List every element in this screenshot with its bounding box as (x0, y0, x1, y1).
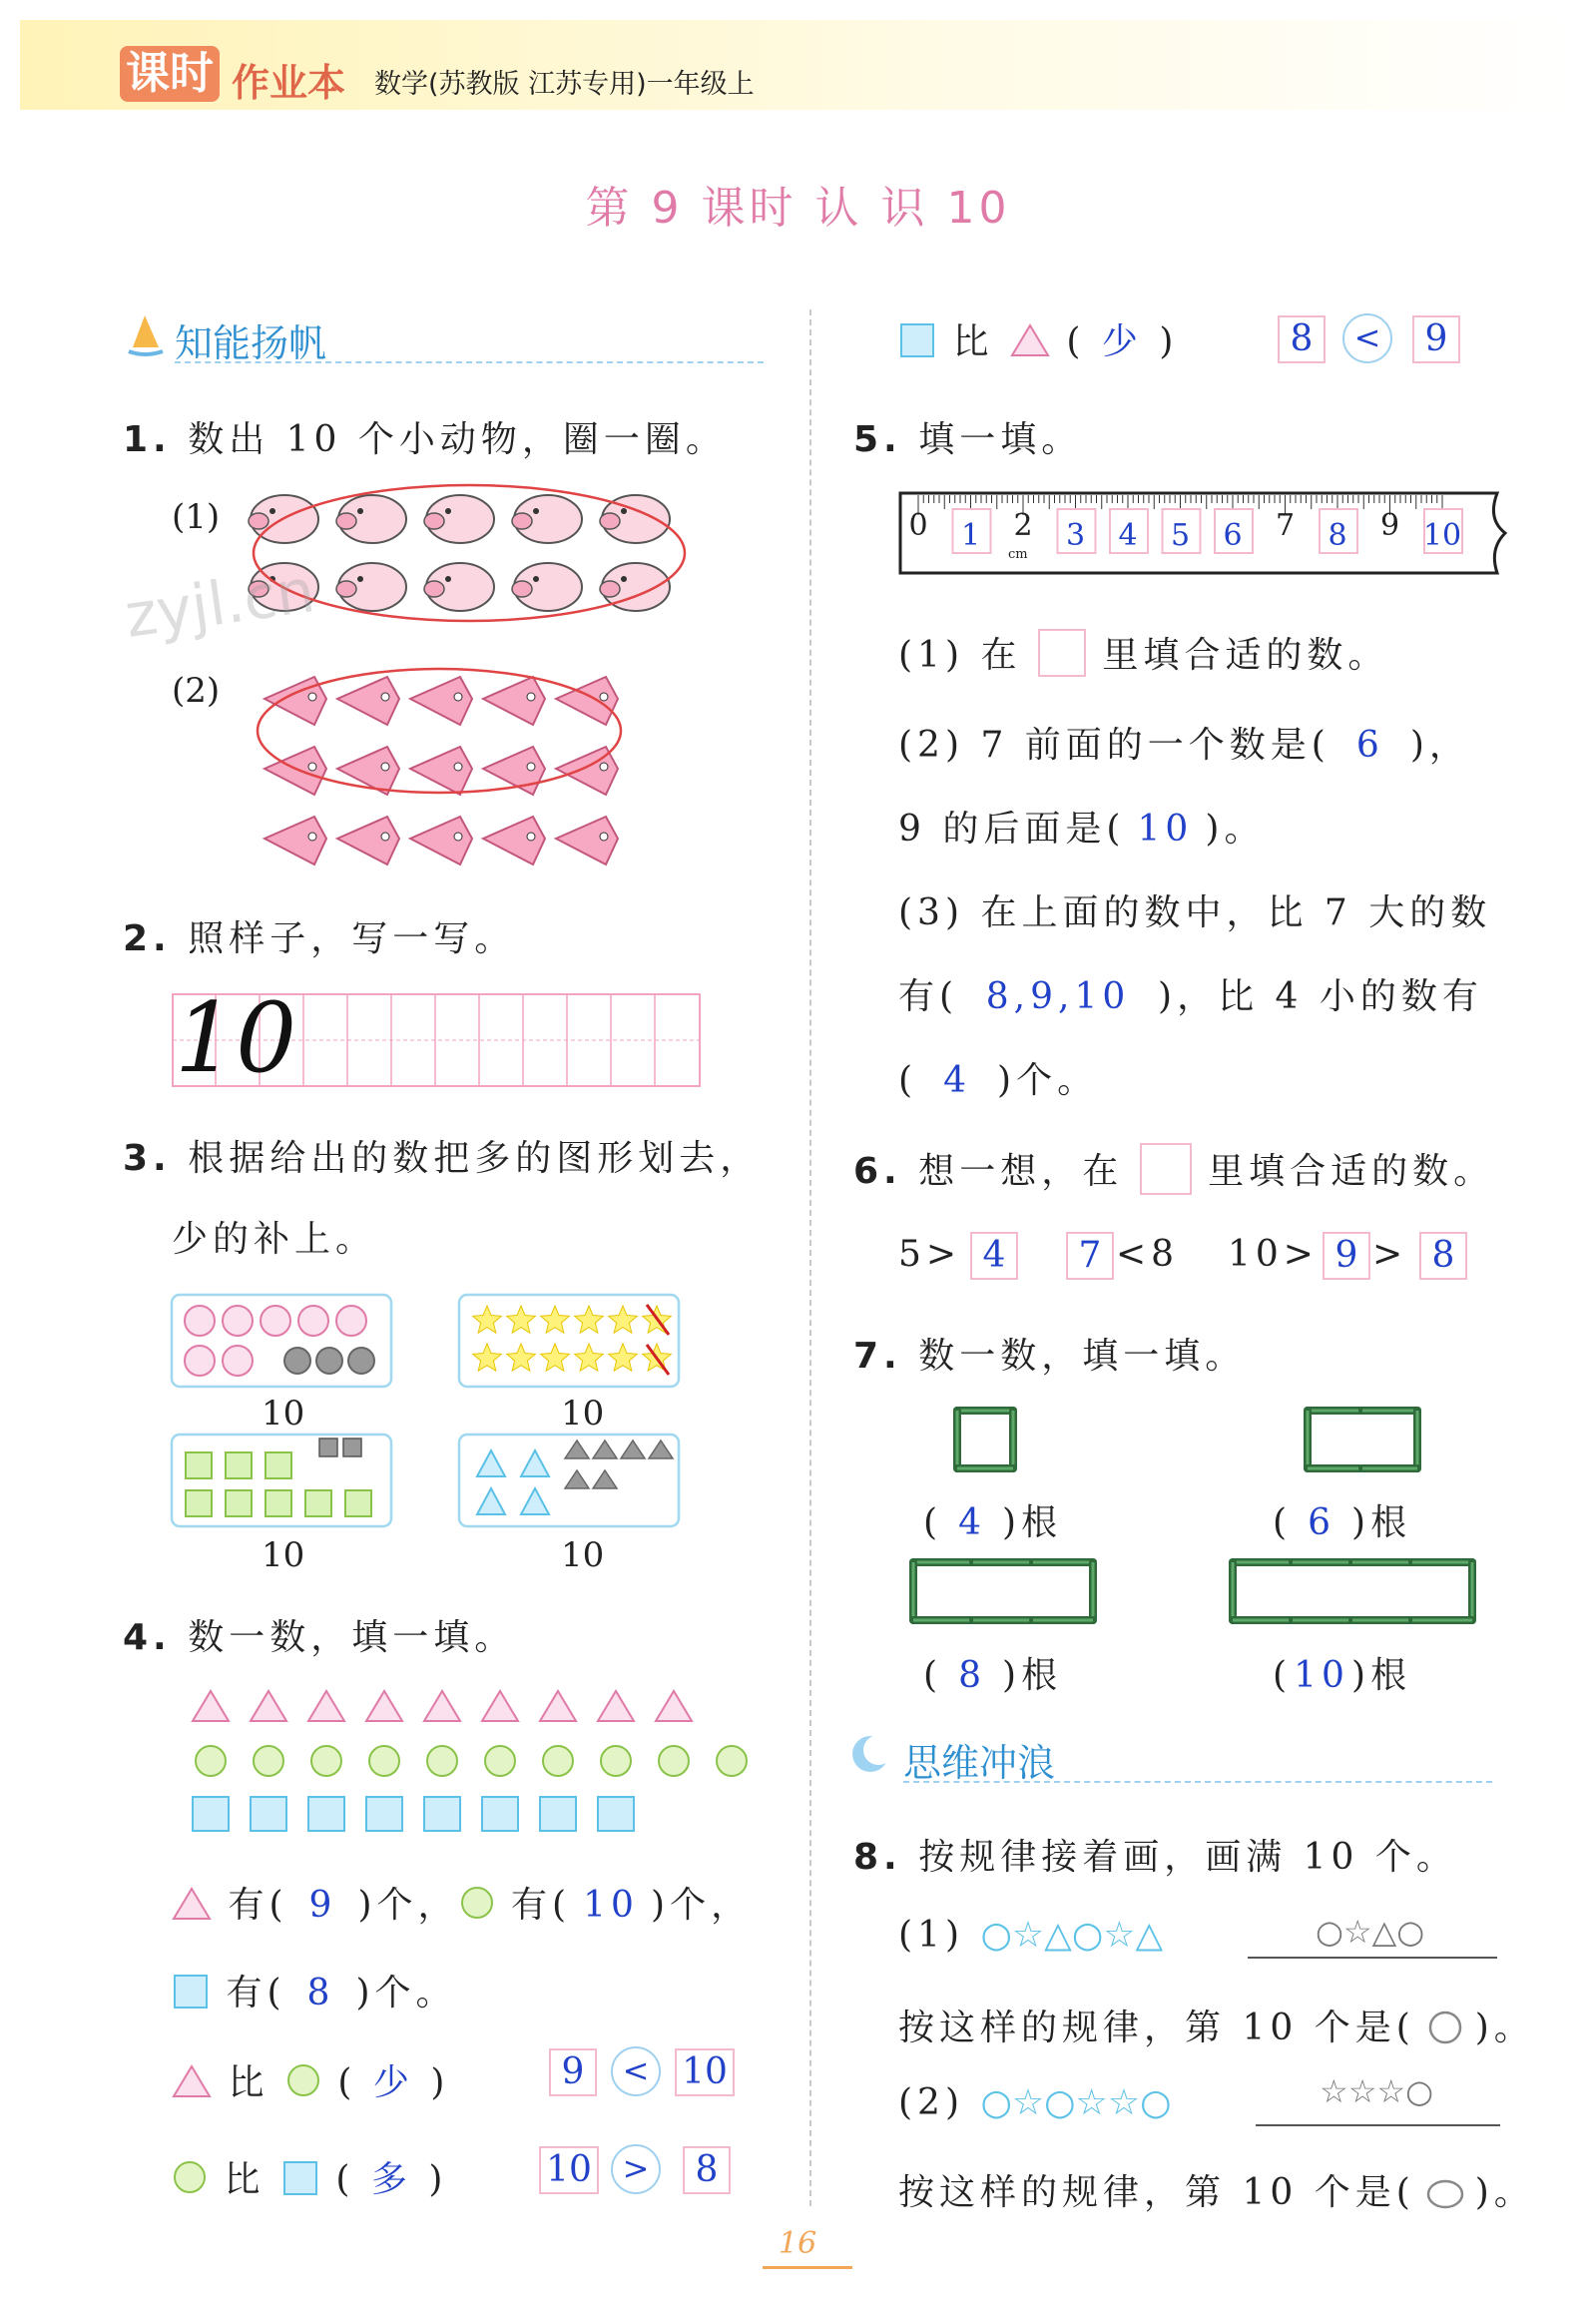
circle-shape (717, 1746, 747, 1776)
square-shape (226, 1490, 252, 1516)
q8-p2: (2) ○☆○☆☆○ (898, 2082, 1172, 2123)
q8: 8. 按规律接着画，画满 10 个。 (853, 1837, 1457, 1878)
fish-eye (381, 833, 389, 841)
q8-p1-answer: ○☆△○ (1316, 1913, 1425, 1951)
pig-eye (445, 508, 451, 514)
fish-icon (483, 817, 545, 864)
triangle-shape (366, 1691, 402, 1721)
q4-line1: 有( 9 )个， 有( 10 )个， (172, 1877, 752, 1928)
pig-snout (336, 513, 356, 529)
q4-compare2: 比 ( 多 ) (172, 2151, 447, 2202)
circle-shape (261, 1306, 290, 1336)
fish-eye (454, 763, 462, 771)
q4-line2: 有( 8 )个。 (172, 1965, 457, 2015)
compare-sign-top: < (1342, 313, 1392, 363)
fish-icon (556, 817, 618, 864)
section-icon-sail (125, 311, 165, 361)
q7-ans-1: ( 4 )根 (923, 1502, 1063, 1543)
fish-eye (308, 763, 316, 771)
fish-icon (265, 747, 326, 795)
square-shape (251, 1797, 286, 1831)
pig-snout (336, 581, 356, 597)
watermark: zyjl.cn (121, 556, 319, 652)
ruler-number: 10 (1422, 518, 1462, 553)
circle-shape (196, 1746, 226, 1776)
compare-box-10b: 10 (539, 2146, 599, 2194)
pig-eye (357, 576, 363, 582)
circle-shape (185, 1346, 215, 1376)
square-shape (266, 1490, 291, 1516)
q6-box-4: 4 (970, 1232, 1018, 1280)
ruler-number: 3 (1065, 518, 1086, 553)
q5-p3-line3: ( 4 )个。 (898, 1060, 1099, 1101)
q8-p2-answer: ☆☆☆○ (1320, 2072, 1433, 2110)
pig-snout (600, 513, 620, 529)
compare-box-9: 9 (549, 2048, 597, 2096)
book-subtitle: 数学(苏教版 江苏专用)一年级上 (374, 69, 755, 100)
fish-eye (600, 833, 608, 841)
q4-shapes (185, 1687, 764, 1841)
circle-icon (285, 2062, 321, 2098)
pig-snout (600, 581, 620, 597)
q7: 7. 数一数，填一填。 (853, 1336, 1247, 1377)
circle-icon (459, 1885, 495, 1921)
q8-rule1: 按这样的规律，第 10 个是( )。 (898, 2008, 1535, 2048)
square-icon (172, 1973, 210, 2009)
q6-box-9: 9 (1323, 1232, 1370, 1280)
circle-shape (254, 1746, 283, 1776)
pig-snout (512, 513, 532, 529)
q6-e3: 10> (1228, 1234, 1319, 1275)
ruler-number: 2 (1013, 508, 1033, 543)
square-shape (186, 1452, 212, 1478)
fish-group (255, 659, 634, 882)
q4-compare1: 比 ( 少 ) (172, 2054, 449, 2105)
ruler-number: 6 (1223, 518, 1243, 553)
circle-shape (601, 1746, 631, 1776)
pig-eye (533, 576, 539, 582)
triangle-shape (193, 1691, 229, 1721)
added-circle (316, 1348, 342, 1374)
triangle-icon (172, 2062, 212, 2098)
ruler-number: 1 (960, 518, 981, 553)
triangle-shape (656, 1691, 692, 1721)
square-icon (898, 321, 936, 357)
q8-rule2: 按这样的规律，第 10 个是( )。 (898, 2172, 1535, 2213)
added-circle (284, 1348, 310, 1374)
circle-shape (659, 1746, 689, 1776)
circle-shape (298, 1306, 328, 1336)
circle-shape (311, 1746, 341, 1776)
pig-snout (424, 581, 444, 597)
square-shape (345, 1490, 371, 1516)
panel-stars (459, 1295, 679, 1387)
ruler-number: 5 (1170, 518, 1191, 553)
right-top-compare: 比 ( 少 ) (898, 313, 1178, 364)
q6-e2: <8 (1116, 1234, 1180, 1275)
square-shape (226, 1452, 252, 1478)
brand-name: 作业本 (232, 61, 346, 105)
compare-box-8: 8 (683, 2146, 731, 2194)
triangle-shape (424, 1691, 460, 1721)
q7-ans-4: (10)根 (1273, 1655, 1412, 1696)
square-shape (540, 1797, 576, 1831)
q4: 4. 数一数，填一填。 (123, 1617, 516, 1658)
fish-icon (483, 677, 545, 725)
circle-shape (223, 1306, 253, 1336)
section-icon-moon (848, 1732, 892, 1780)
square-shape (193, 1797, 229, 1831)
q5-p3-line2: 有( 8,9,10 )，比 4 小的数有 (898, 976, 1483, 1017)
ruler (898, 489, 1517, 583)
blank-box-icon (1038, 629, 1086, 677)
column-divider (809, 309, 811, 2206)
square-shape (308, 1797, 344, 1831)
circle-shape (543, 1746, 573, 1776)
q7-ans-3: ( 8 )根 (923, 1655, 1063, 1696)
circle-answer-icon (1415, 2008, 1475, 2047)
compare-box-10: 10 (675, 2048, 735, 2096)
fish-eye (600, 763, 608, 771)
circle-shape (185, 1306, 215, 1336)
fish-eye (381, 693, 389, 701)
pig-eye (269, 508, 275, 514)
q3: 3. 根据给出的数把多的图形划去， (123, 1138, 762, 1179)
fish-eye (527, 693, 535, 701)
page-number: 16 (779, 2226, 817, 2261)
fish-eye (527, 833, 535, 841)
q3-label-3: 10 (262, 1535, 305, 1575)
q5-p2: (2) 7 前面的一个数是( 6 )， (898, 725, 1470, 766)
ruler-number: 7 (1275, 508, 1296, 543)
triangle-shape (482, 1691, 518, 1721)
q3-label-2: 10 (561, 1394, 605, 1434)
pig-eye (533, 508, 539, 514)
q5-p3: (3) 在上面的数中，比 7 大的数 (898, 892, 1492, 933)
brand-logo: 课时 (120, 46, 220, 102)
q1-part1-label: (1) (172, 497, 221, 537)
q6: 6. 想一想，在 里填合适的数。 (853, 1143, 1494, 1195)
circle-shape (485, 1746, 515, 1776)
pig-snout (424, 513, 444, 529)
lesson-title: 第 9 课时 认 识 10 (585, 183, 1011, 234)
square-shape (424, 1797, 460, 1831)
circle-answer-icon (1415, 2172, 1475, 2212)
square-shape (366, 1797, 402, 1831)
section-title-1: 知能扬帆 (175, 321, 327, 365)
blank-box-icon (1140, 1143, 1192, 1195)
fish-icon (337, 817, 399, 864)
square-shape (305, 1490, 331, 1516)
circle-shape (336, 1306, 366, 1336)
fish-icon (337, 677, 399, 725)
square-shape (482, 1797, 518, 1831)
triangle-shape (598, 1691, 634, 1721)
q1-part2-label: (2) (172, 671, 221, 711)
pig-eye (445, 576, 451, 582)
ruler-number: 8 (1328, 518, 1347, 553)
q8-line2 (1256, 2124, 1500, 2126)
added-square (319, 1439, 337, 1456)
section-underline (175, 361, 764, 363)
triangle-shape (308, 1691, 344, 1721)
fish-eye (308, 693, 316, 701)
fish-eye (381, 763, 389, 771)
section-title-2: 思维冲浪 (903, 1741, 1056, 1785)
circle-icon (172, 2159, 208, 2195)
ruler-number: 9 (1379, 508, 1400, 543)
fish-icon (410, 747, 472, 795)
triangle-icon (1010, 321, 1050, 357)
sample-ten: 10 (175, 982, 297, 1094)
square-shape (598, 1797, 634, 1831)
circle-shape (223, 1346, 253, 1376)
q6-e4: > (1372, 1234, 1408, 1275)
fish-eye (308, 833, 316, 841)
q3-line2: 少的补上。 (172, 1219, 377, 1260)
square-shape (266, 1452, 291, 1478)
q1: 1. 数出 10 个小动物，圈一圈。 (123, 419, 727, 460)
compare-sign-2: > (611, 2144, 661, 2194)
ruler-unit: cm (1008, 547, 1028, 562)
section-underline-2 (903, 1781, 1492, 1783)
pig-eye (357, 508, 363, 514)
q3-label-4: 10 (561, 1535, 605, 1575)
fish-icon (556, 677, 618, 725)
pig-snout (249, 513, 268, 529)
q3-shapes (170, 1293, 699, 1576)
triangle-shape (251, 1691, 286, 1721)
q6-e1: 5> (898, 1234, 962, 1275)
q6-box-7: 7 (1066, 1232, 1114, 1280)
fish-eye (527, 763, 535, 771)
ruler-number: 4 (1118, 518, 1138, 553)
q5: 5. 填一填。 (853, 419, 1083, 460)
q5-p1: (1) 在 里填合适的数。 (898, 627, 1388, 678)
ruler-number: 0 (908, 508, 928, 543)
q8-p1: (1) ○☆△○☆△ (898, 1915, 1164, 1956)
square-shape (186, 1490, 212, 1516)
pig-eye (621, 508, 627, 514)
q8-line1 (1248, 1957, 1497, 1959)
q6-box-8: 8 (1419, 1232, 1467, 1280)
fish-eye (454, 833, 462, 841)
pig-snout (512, 581, 532, 597)
fish-eye (600, 693, 608, 701)
fish-eye (454, 693, 462, 701)
q2: 2. 照样子，写一写。 (123, 918, 516, 959)
pig-eye (621, 576, 627, 582)
fish-icon (265, 817, 326, 864)
added-circle (348, 1348, 374, 1374)
q5-p2-line2: 9 的后面是( 10 )。 (898, 809, 1266, 850)
circle-shape (369, 1746, 399, 1776)
added-square (343, 1439, 361, 1456)
circle-shape (427, 1746, 457, 1776)
compare-box-9-top: 9 (1412, 315, 1460, 363)
compare-box-8-top: 8 (1278, 315, 1326, 363)
fish-icon (410, 677, 472, 725)
fish-icon (410, 817, 472, 864)
page-number-underline (763, 2266, 852, 2269)
triangle-icon (172, 1885, 212, 1921)
q7-ans-2: ( 6 )根 (1273, 1502, 1412, 1543)
compare-sign: < (611, 2046, 661, 2096)
q3-label-1: 10 (262, 1394, 305, 1434)
triangle-shape (540, 1691, 576, 1721)
square-icon (281, 2159, 319, 2195)
